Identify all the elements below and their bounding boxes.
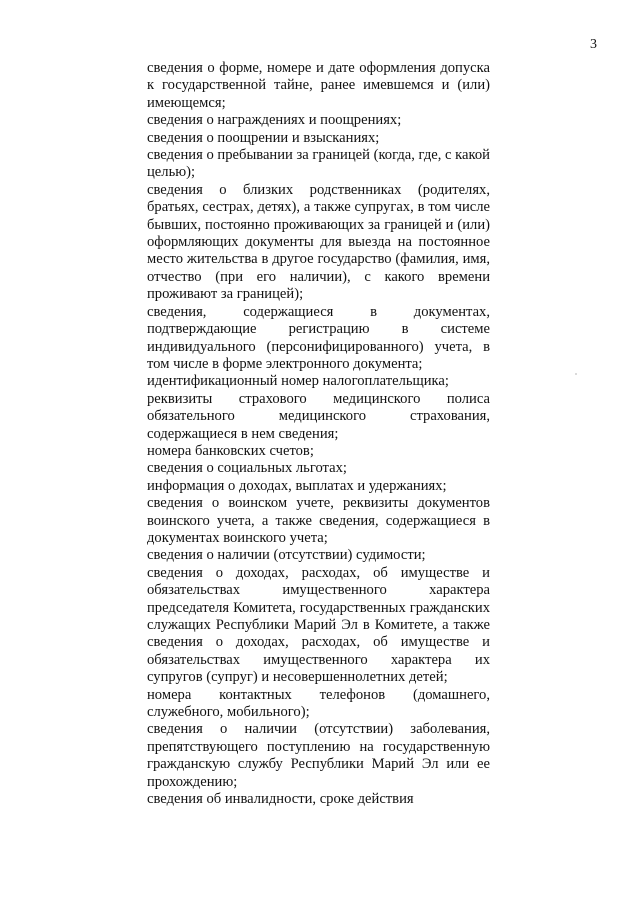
list-item: сведения о форме, номере и дате оформления допуска к государственной тайне, ранее имевшемся и (или) имеющемся; <box>147 60 490 111</box>
list-item: сведения о воинском учете, реквизиты документов воинского учета, а также сведения, содержащиеся в документах воинского учета; <box>147 495 490 546</box>
list-item: номера контактных телефонов (домашнего, служебного, мобильного); <box>147 686 490 721</box>
document-body <box>147 60 490 808</box>
list-item: сведения о близких родственниках (родителях, братьях, сестрах, детях), а также супругах, в том числе бывших, постоянно проживающих за границей и (или) оформляющих документы для выезда на постоянное место жительства в другое государство (фамилия, имя, отчество (при его наличии), с какого времени проживают за границей); <box>147 181 490 303</box>
list-item: сведения о наличии (отсутствии) судимости; <box>147 547 426 564</box>
list-item: сведения об инвалидности, сроке действия <box>147 791 414 808</box>
page-number: 3 <box>590 37 597 52</box>
list-item: сведения о доходах, расходах, об имуществе и обязательствах имущественного характера председателя Комитета, государственных гражданских служащих Республики Марий Эл в Комитете, а также сведения о доходах, расходах, об имуществе и обязательствах имущественного характера их супругов (супруг) и несовершеннолетних детей; <box>147 564 490 686</box>
list-item: сведения о поощрении и взысканиях; <box>147 129 380 146</box>
scan-speck <box>575 373 577 375</box>
list-item: сведения о социальных льготах; <box>147 460 347 477</box>
list-item: информация о доходах, выплатах и удержаниях; <box>147 477 447 494</box>
list-item: сведения, содержащиеся в документах, подтверждающие регистрацию в системе индивидуального (персонифицированного) учета, в том числе в форме электронного документа; <box>147 303 490 372</box>
list-item: сведения о награждениях и поощрениях; <box>147 112 402 129</box>
list-item: номера банковских счетов; <box>147 442 314 459</box>
list-item: реквизиты страхового медицинского полиса обязательного медицинского страхования, содержащиеся в нем сведения; <box>147 390 490 442</box>
list-item: сведения о наличии (отсутствии) заболевания, препятствующего поступлению на государственную гражданскую службу Республики Марий Эл или ее прохождению; <box>147 721 490 790</box>
list-item: идентификационный номер налогоплательщика; <box>147 373 449 390</box>
list-item: сведения о пребывании за границей (когда, где, с какой целью); <box>147 147 490 181</box>
